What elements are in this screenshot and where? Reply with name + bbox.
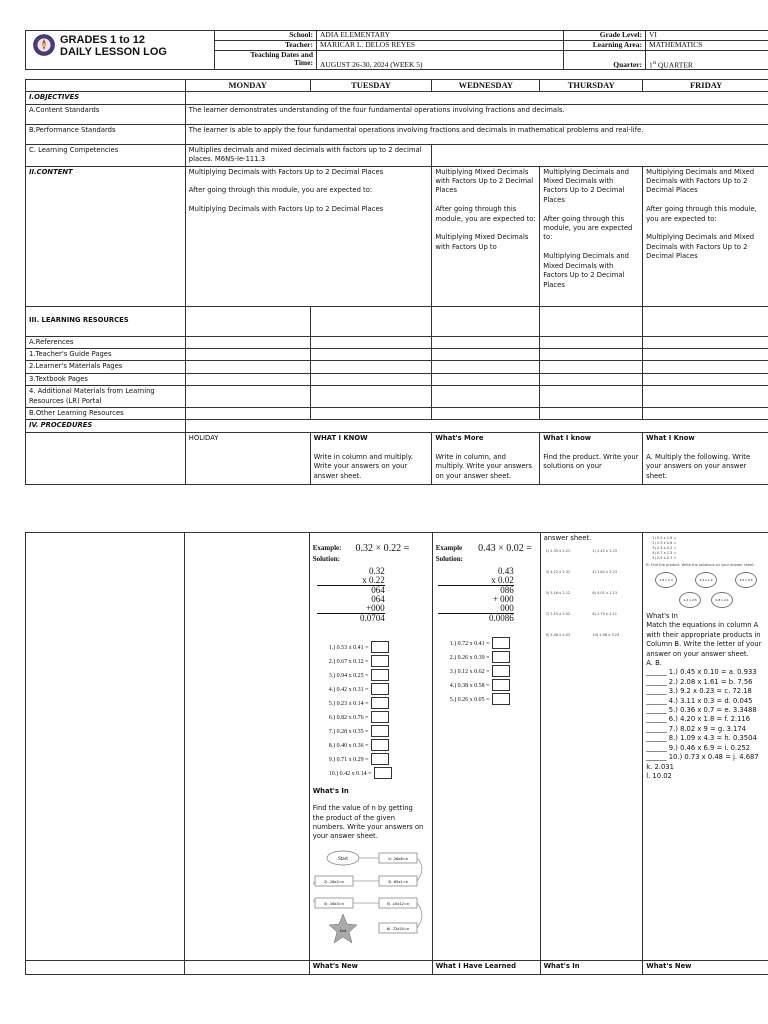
proc-thu-head: What I know <box>543 433 592 442</box>
footer-friday: What's New <box>643 961 768 975</box>
area-label: Learning Area: <box>564 41 646 51</box>
thu-problem-5: 5) 3.16 x 2.12 <box>545 591 571 596</box>
p2-wednesday <box>432 533 540 961</box>
p2-monday <box>185 533 309 961</box>
proc-wed-text: Write in column, and multiply. Write your answers on your answer sheet. <box>435 452 532 480</box>
additional-materials-label <box>26 386 186 408</box>
am-wed <box>432 386 540 408</box>
fri-match-2: ______ 2.) 2.08 x 1.61 = b. 7.56 <box>646 677 753 686</box>
school-value: ADIA ELEMENTARY <box>317 31 564 41</box>
fri-match-5: ______ 5.) 0.36 x 0.7 = e. 3.3488 <box>646 706 757 715</box>
tb-wed <box>432 373 540 385</box>
proc-friday <box>643 432 768 484</box>
fri-small-note: B. Find the product. Write the solutions on your answer sheet. <box>646 563 755 567</box>
tb-fri <box>643 373 768 385</box>
proc-thu-text: Find the product. Write your solutions on your <box>543 452 639 471</box>
wed-item <box>450 651 537 665</box>
content-thu-topic: Multiplying Decimals and Mixed Decimals with Factors Up to 2 Decimal Places <box>543 252 629 289</box>
tg-tue <box>310 349 432 361</box>
fri-bubbles-row-1 <box>646 572 766 588</box>
ref-mon <box>185 336 310 348</box>
lm-thu <box>540 361 643 373</box>
wed-item <box>450 637 537 651</box>
thu-problem-10: 10) 1.98 x 3.24 <box>592 633 620 638</box>
content-mon-topic: Multiplying Decimals with Factors Up to 2 Decimal Places <box>188 205 384 214</box>
tue-solution-label: Solution: <box>312 555 340 564</box>
lr-fri <box>643 306 768 336</box>
tue-item-1: 1.) 0.53 x 0.41 = <box>328 644 369 651</box>
answer-box[interactable] <box>492 693 510 705</box>
tg-wed <box>432 349 540 361</box>
ref-thu <box>540 336 643 348</box>
p2-thursday <box>540 533 643 961</box>
proc-wed-head: What's More <box>435 433 484 442</box>
lm-tue <box>310 361 432 373</box>
answer-box[interactable] <box>371 697 389 709</box>
tue-example-label: Example: <box>312 544 342 552</box>
proc-tuesday <box>310 432 432 484</box>
day-tuesday: TUESDAY <box>310 80 432 92</box>
thu-problem-7: 7) 2.15 x 3.02 <box>545 612 571 617</box>
proc-tue-text: Write in column and multiply. Write your answers on your answer sheet. <box>313 452 413 480</box>
tue-item <box>329 711 429 725</box>
flow-item-1: 1) .26x8=n <box>387 856 408 861</box>
answer-box[interactable] <box>371 641 389 653</box>
content-thursday <box>540 166 643 306</box>
answer-box[interactable] <box>371 739 389 751</box>
content-label: II.CONTENT <box>26 166 186 306</box>
wed-item-5: 5.) 0.26 x 0.05 = <box>449 696 490 703</box>
content-mon-title: Multiplying Decimals with Factors Up to 2 Decimal Places <box>188 167 384 176</box>
tue-item-7: 7.) 0.28 x 0.35 = <box>328 728 369 735</box>
fri-match-8: ______ 8.) 1.09 x 4.3 = h. 0.3504 <box>646 734 757 743</box>
fri-small-item-4: 4) 0.7 x 1.5 = <box>652 551 677 555</box>
tb-mon <box>185 373 310 385</box>
learning-resources-label <box>26 306 186 336</box>
tue-sol-3: 064 <box>371 584 385 595</box>
content-wed-title: Multiplying Mixed Decimals with Factors Up to 2 Decimal Places <box>435 167 534 195</box>
wed-item <box>450 665 537 679</box>
procedures-label: IV. PROCEDURES <box>26 420 186 432</box>
tue-whats-in: What's In <box>312 786 349 795</box>
wed-item-1: 1.) 0.72 x 0.41 = <box>449 640 490 647</box>
answer-box[interactable] <box>374 767 392 779</box>
wed-item-3: 3.) 0.12 x 0.62 = <box>449 668 490 675</box>
quarter-text: QUARTER <box>657 60 693 69</box>
content-thu-expect: After going through this module, you are expected to: <box>543 214 633 242</box>
content-monday <box>185 166 432 306</box>
answer-box[interactable] <box>371 655 389 667</box>
day-monday: MONDAY <box>185 80 310 92</box>
fri-extra-l: l. 10.02 <box>646 771 672 780</box>
p2-blank <box>26 533 185 961</box>
wed-sol-5: 000 <box>438 604 514 614</box>
grade-label: Grade Level: <box>564 31 646 41</box>
content-fri-title: Multiplying Decimals and Mixed Decimals with Factors Up to 2 Decimal Places <box>646 167 755 195</box>
wed-item <box>450 693 537 707</box>
wed-example-label: Example <box>435 544 463 552</box>
proc-fri-text: A. Multiply the following. Write your answers on your answer sheet. <box>646 452 751 480</box>
wed-item-2: 2.) 0.26 x 0.39 = <box>449 654 490 661</box>
fri-small-item-1: 1) 0.5 x 1.6 = <box>652 536 677 540</box>
dates-value: AUGUST 26-30, 2024 (WEEK 5) <box>317 51 564 70</box>
fri-bubble-3: 3.6 x 0.5 <box>735 572 757 588</box>
ref-wed <box>432 336 540 348</box>
lr-tue <box>310 306 432 336</box>
teacher-label: Teacher: <box>215 41 317 51</box>
tue-sol-2: x 0.22 <box>317 576 385 586</box>
competencies-text: Multiplies decimals and mixed decimals with factors up to 2 decimal places. M6NS-Ie-111.3 <box>185 144 432 166</box>
tue-item-10: 10.) 0.42 x 0.14 = <box>328 770 372 777</box>
thu-problem-1: 1) 1.35 x 2.21 <box>545 549 571 554</box>
area-value: MATHEMATICS <box>646 41 768 51</box>
am-tue <box>310 386 432 408</box>
answer-box[interactable] <box>492 679 510 691</box>
thu-problem-3: 3) 4.12 x 2.31 <box>545 570 571 575</box>
quarter-value <box>646 51 768 70</box>
additional-line-2: Resources (LR) Portal <box>29 396 102 405</box>
footer-tuesday: What's New <box>309 961 432 975</box>
lm-fri <box>643 361 768 373</box>
flow-item-5: 5) .10x12=n <box>386 901 409 906</box>
fri-bubble-1: 1.8 x 1.3 <box>655 572 677 588</box>
wed-item-4: 4.) 0.38 x 0.58 = <box>449 682 490 689</box>
wed-sol-6: 0.0086 <box>488 612 514 623</box>
footer-thursday: What's In <box>540 961 643 975</box>
am-thu <box>540 386 643 408</box>
fri-match-1: ______ 1.) 0.45 x 0.10 = a. 0.933 <box>646 668 757 677</box>
footer-blank <box>26 961 185 975</box>
content-fri-topic: Multiplying Decimals and Mixed Decimals with Factors Up to 2 Decimal Places <box>646 233 755 261</box>
fri-small-item-2: 2) 1.3 x 0.6 = <box>652 541 677 545</box>
competencies-empty <box>432 144 768 166</box>
wed-solution <box>438 567 514 623</box>
fri-match-4: ______ 4.) 3.11 x 0.3 = d. 0.045 <box>646 696 753 705</box>
flow-item-2: 2) .16x2=n <box>323 879 344 884</box>
thu-problem-9: 9) 2.48 x 4.03 <box>545 633 571 638</box>
thu-problem-8: 8) 1.75 x 2.11 <box>592 612 617 617</box>
tue-item-6: 6.) 0.82 x 0.76 = <box>328 714 369 721</box>
lesson-log-table <box>25 79 768 485</box>
flow-item-6: 6) .72x20=n <box>386 926 409 931</box>
wed-items <box>450 637 537 707</box>
content-wed-expect: After going through this module, you are expected to: <box>435 205 536 223</box>
ref-fri <box>643 336 768 348</box>
content-wed-topic: Multiplying Mixed Decimals with Factors Up to <box>435 233 529 251</box>
tue-item <box>329 767 429 781</box>
fri-match-6: ______ 6.) 4.20 x 1.8 = f. 2.116 <box>646 715 751 724</box>
answer-box[interactable] <box>492 665 510 677</box>
proc-monday: HOLIDAY <box>185 432 310 484</box>
tue-item-9: 9.) 0.71 x 0.29 = <box>328 756 369 763</box>
fri-match-9: ______ 9.) 0.46 x 6.9 = i. 0.252 <box>646 743 751 752</box>
tue-item <box>329 655 429 669</box>
fri-bubbles-row-2 <box>646 592 766 608</box>
tue-sol-4: 064 <box>371 593 385 604</box>
tb-tue <box>310 373 432 385</box>
lr-mon <box>185 306 310 336</box>
tue-whats-in-text: Find the value of n by getting the product of the given numbers. Write your answers on your answer sheet. <box>312 804 424 841</box>
quarter-sup: st <box>652 60 657 66</box>
lr-wed <box>432 306 540 336</box>
thu-problem-4: 4) 1.82 x 3.23 <box>592 570 617 575</box>
fri-small-items <box>652 536 766 561</box>
tg-mon <box>185 349 310 361</box>
p2-friday <box>643 533 768 961</box>
fri-match-3: ______ 3.) 9.2 x 0.23 = c. 72.18 <box>646 687 752 696</box>
flow-item-3: 3) .65x1=n <box>387 879 408 884</box>
day-wednesday: WEDNESDAY <box>432 80 540 92</box>
content-wednesday <box>432 166 540 306</box>
grade-value: VI <box>646 31 768 41</box>
fri-extra-k: k. 2.031 <box>646 762 674 771</box>
title-line-2: DAILY LESSON LOG <box>60 46 167 58</box>
proc-thursday <box>540 432 643 484</box>
tue-flow-diagram <box>313 848 429 946</box>
fri-match-10: ______ 10.) 0.73 x 0.48 = j. 4.687 <box>646 753 759 762</box>
fri-match-text: Match the equations in column A with their appropriate products in Column B. Write the letter of your answer on your answer sheet. <box>646 621 762 658</box>
answer-box[interactable] <box>492 651 510 663</box>
fri-whats-in: What's In <box>646 612 678 620</box>
or-fri <box>643 408 768 420</box>
objectives-cell <box>185 92 768 104</box>
objectives-label: I.OBJECTIVES <box>26 92 186 104</box>
textbook-label: 3.Textbook Pages <box>26 373 186 385</box>
thu-problems <box>544 549 640 638</box>
or-thu <box>540 408 643 420</box>
wed-sol-1: 0.43 <box>497 565 514 576</box>
tue-item <box>329 641 429 655</box>
wed-item <box>450 679 537 693</box>
fri-small-item-5: 5) 2.5 x 0.3 = <box>652 556 677 560</box>
tue-item <box>329 669 429 683</box>
content-friday <box>643 166 768 306</box>
header-table <box>25 30 768 70</box>
day-thursday: THURSDAY <box>540 80 643 92</box>
procedures-blank <box>26 432 186 484</box>
performance-standards-label: B.Performance Standards <box>26 124 186 144</box>
wed-example-eq: 0.43 × 0.02 = <box>478 543 532 554</box>
tue-solution <box>317 567 385 623</box>
proc-wednesday <box>432 432 540 484</box>
fri-bubble-2: 2.4 x 1.2 <box>695 572 717 588</box>
quarter-number: 1 <box>649 60 653 69</box>
thu-problem-6: 6) 4.01 x 1.13 <box>592 591 617 596</box>
fri-match-7: ______ 7.) 8.02 x 9 = g. 3.174 <box>646 724 746 733</box>
or-tue <box>310 408 432 420</box>
proc-fri-head: What I Know <box>646 433 695 442</box>
additional-line-1: 4. Additional Materials from Learning <box>29 387 155 396</box>
ref-tue <box>310 336 432 348</box>
wed-sol-3: 086 <box>500 584 514 595</box>
tue-item-3: 3.) 0.94 x 0.25 = <box>328 672 369 679</box>
wed-sol-4: + 000 <box>492 593 514 604</box>
tue-item <box>329 753 429 767</box>
tue-item-2: 2.) 0.67 x 0.12 = <box>328 658 369 665</box>
fri-bubble-5: 0.8 x 2.1 <box>711 592 733 608</box>
tue-items <box>329 641 429 781</box>
lm-wed <box>432 361 540 373</box>
dates-label-2: Time: <box>293 58 313 68</box>
am-mon <box>185 386 310 408</box>
school-label: School: <box>215 31 317 41</box>
or-mon <box>185 408 310 420</box>
procedures-row <box>185 420 768 432</box>
quarter-label: Quarter: <box>564 51 646 70</box>
tue-item-5: 5.) 0.23 x 0.14 = <box>328 700 369 707</box>
fri-bubble-4: 1.2 x 2.5 <box>679 592 701 608</box>
flow-arrows <box>313 855 422 928</box>
content-standards-text: The learner demonstrates understanding of the four fundamental operations involving fractions and decimals. <box>185 104 768 124</box>
day-friday: FRIDAY <box>643 80 768 92</box>
thu-problem-2: 2) 2.42 x 1.23 <box>592 549 617 554</box>
answer-box[interactable] <box>371 725 389 737</box>
thu-cont: answer sheet. <box>543 534 592 542</box>
answer-box[interactable] <box>371 711 389 723</box>
footer-monday <box>185 961 309 975</box>
lm-mon <box>185 361 310 373</box>
fri-cols: A. B. <box>646 659 662 668</box>
tue-item <box>329 725 429 739</box>
competencies-label: C. Learning Competencies <box>26 144 186 166</box>
answer-box[interactable] <box>371 669 389 681</box>
footer-wednesday: What I Have Learned <box>432 961 540 975</box>
tue-item <box>329 683 429 697</box>
header-logo-cell <box>26 31 215 70</box>
tue-item <box>329 697 429 711</box>
tue-sol-5: +000 <box>317 604 385 614</box>
tue-item <box>329 739 429 753</box>
proc-tue-head: WHAT I KNOW <box>313 433 368 442</box>
wed-sol-2: x 0.02 <box>438 576 514 586</box>
tb-thu <box>540 373 643 385</box>
content-standards-label: A.Content Standards <box>26 104 186 124</box>
learning-resources-text: III. LEARNING RESOURCES <box>29 316 129 325</box>
tue-item-8: 8.) 0.40 x 0.36 = <box>328 742 369 749</box>
other-resources-label: B.Other Learning Resources <box>26 408 186 420</box>
dates-label <box>215 51 317 70</box>
teacher-value: MARICAR L. DELOS REYES <box>317 41 564 51</box>
teachers-guide-label: 1.Teacher's Guide Pages <box>26 349 186 361</box>
corner-cell <box>26 80 186 92</box>
lr-thu <box>540 306 643 336</box>
tue-example-eq: 0.32 × 0.22 = <box>355 543 410 554</box>
answer-box[interactable] <box>492 637 510 649</box>
tg-fri <box>643 349 768 361</box>
am-fri <box>643 386 768 408</box>
p2-tuesday <box>309 533 432 961</box>
flow-start-label: Start <box>337 855 348 861</box>
performance-standards-text: The learner is able to apply the four fundamental operations involving fractions and decimals in mathematical problems and real-life. <box>185 124 768 144</box>
learners-materials-label: 2.Learner's Materials Pages <box>26 361 186 373</box>
answer-box[interactable] <box>371 683 389 695</box>
fri-small-item-3: 3) 2.4 x 0.2 = <box>652 546 677 550</box>
tue-item-4: 4.) 0.42 x 0.31 = <box>328 686 369 693</box>
content-thu-title: Multiplying Decimals and Mixed Decimals with Factors Up to 2 Decimal Places <box>543 167 629 204</box>
flow-item-4: 4) .16x3=n <box>323 901 344 906</box>
tg-thu <box>540 349 643 361</box>
answer-box[interactable] <box>371 753 389 765</box>
tue-sol-6: 0.0704 <box>359 612 385 623</box>
content-fri-expect: After going through this module, you are expected to: <box>646 205 757 223</box>
tue-sol-1: 0.32 <box>368 565 385 576</box>
references-label: A.References <box>26 336 186 348</box>
dates-label-1: Teaching Dates and <box>250 50 313 60</box>
content-mon-expect: After going through this module, you are expected to: <box>188 186 373 195</box>
title-line-1: GRADES 1 to 12 <box>60 34 145 46</box>
procedures-continued-table <box>25 532 768 975</box>
or-wed <box>432 408 540 420</box>
flow-end-label: End <box>339 928 346 933</box>
wed-solution-label: Solution: <box>435 555 463 564</box>
